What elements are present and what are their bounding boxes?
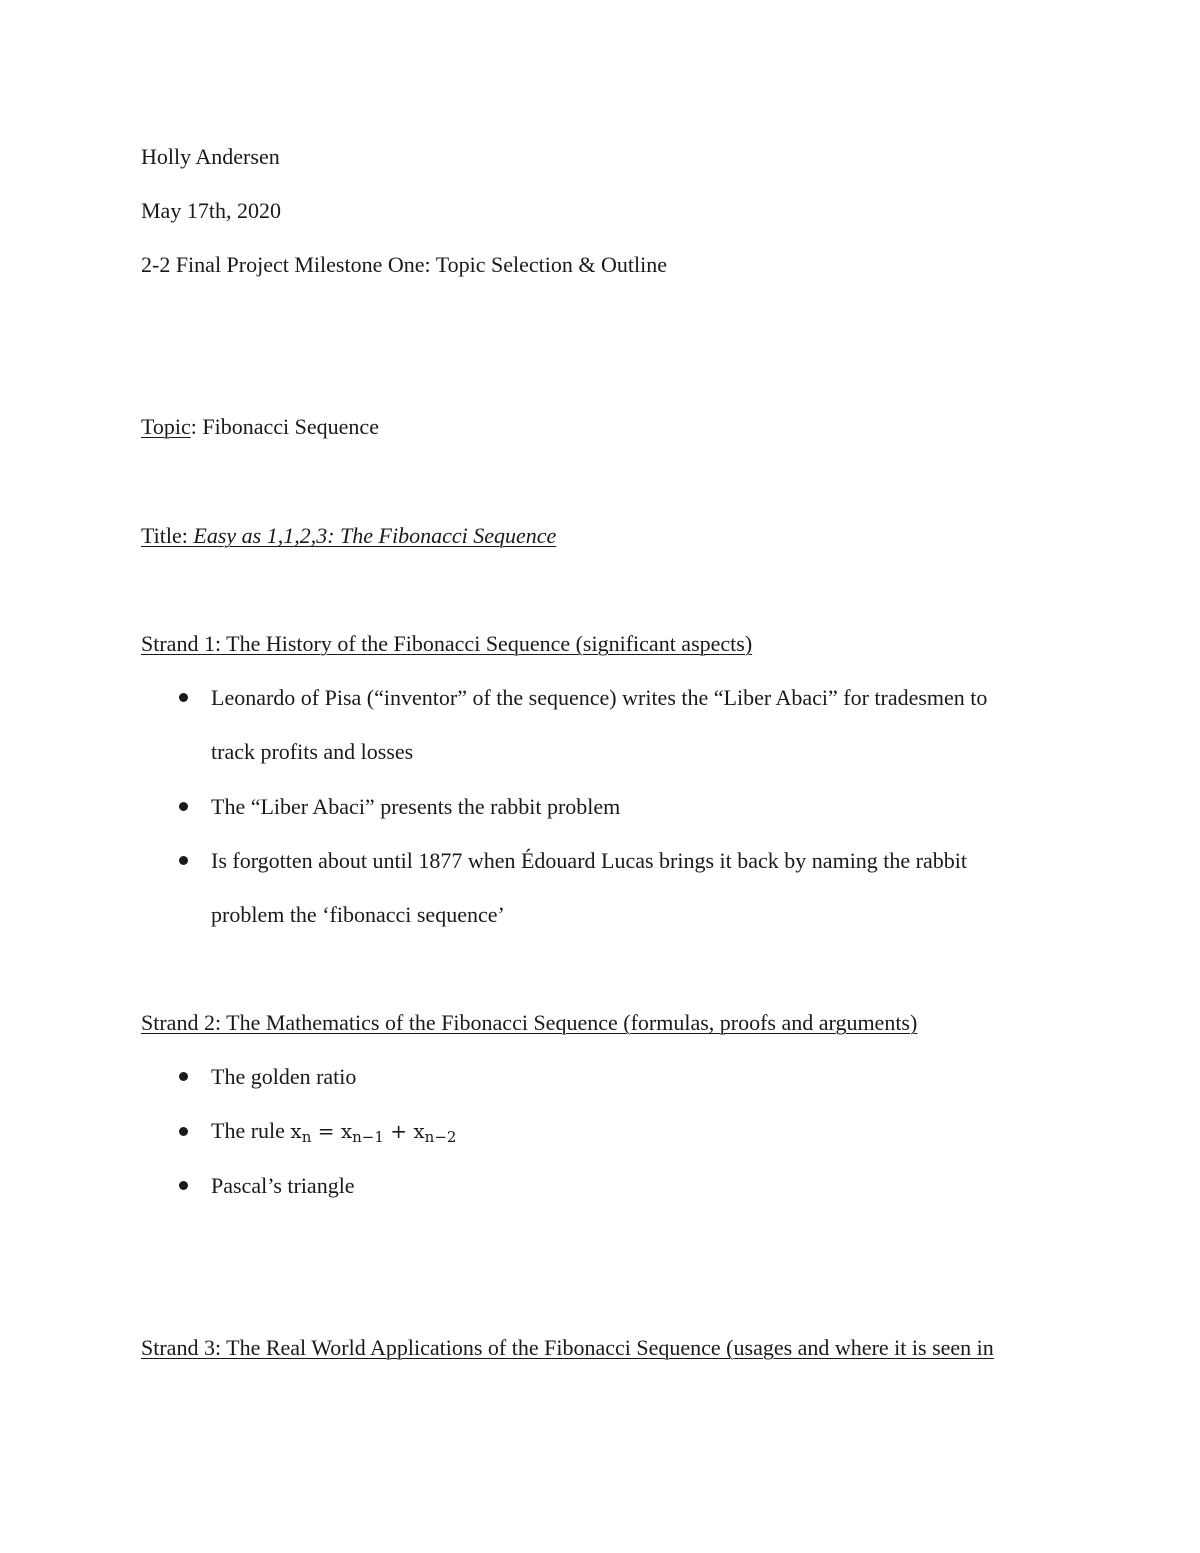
strand-1-item-2: The “Liber Abaci” presents the rabbit problem (211, 794, 621, 819)
strand-1-item-1: Leonardo of Pisa (“inventor” of the sequence) writes the “Liber Abaci” for tradesmen to (211, 685, 988, 710)
strand-2-item-3: Pascal’s triangle (211, 1173, 355, 1198)
title-value: Easy as 1,1,2,3: The Fibonacci Sequence (193, 523, 557, 548)
topic-value: Fibonacci Sequence (196, 414, 379, 439)
topic-line (141, 416, 379, 438)
author-name: Holly Andersen (141, 144, 280, 169)
title-label: Title: (141, 523, 194, 548)
bullet-icon (179, 1181, 188, 1190)
strand-1-item-1-continued: track profits and losses (211, 739, 414, 764)
strand-2-heading: Strand 2: The Mathematics of the Fibonacci Sequence (formulas, proofs and arguments) (141, 1010, 918, 1035)
assignment-title: 2-2 Final Project Milestone One: Topic Selection & Outline (141, 252, 667, 277)
strand-2-item-2-rule (211, 1120, 456, 1145)
topic-separator: : (190, 414, 197, 439)
strand-3-heading: Strand 3: The Real World Applications of the Fibonacci Sequence (usages and where it is seen in (141, 1335, 994, 1360)
bullet-icon (179, 856, 188, 865)
topic-label: Topic (141, 414, 191, 439)
bullet-icon (179, 1072, 188, 1081)
strand-1-item-3-continued: problem the ‘fibonacci sequence’ (211, 902, 505, 927)
bullet-icon (179, 802, 188, 811)
formula: $x_n = x_{n-1} + x_{n-2}$ (290, 1119, 457, 1146)
strand-1-heading: Strand 1: The History of the Fibonacci Sequence (significant aspects) (141, 631, 753, 656)
title-line (141, 525, 556, 547)
strand-2-item-1: The golden ratio (211, 1064, 357, 1089)
rule-prefix: The rule (211, 1118, 291, 1143)
strand-1-item-3: Is forgotten about until 1877 when Édouard Lucas brings it back by naming the rabbit (211, 848, 967, 873)
bullet-icon (179, 1127, 188, 1136)
bullet-icon (179, 693, 188, 702)
date: May 17th, 2020 (141, 198, 281, 223)
